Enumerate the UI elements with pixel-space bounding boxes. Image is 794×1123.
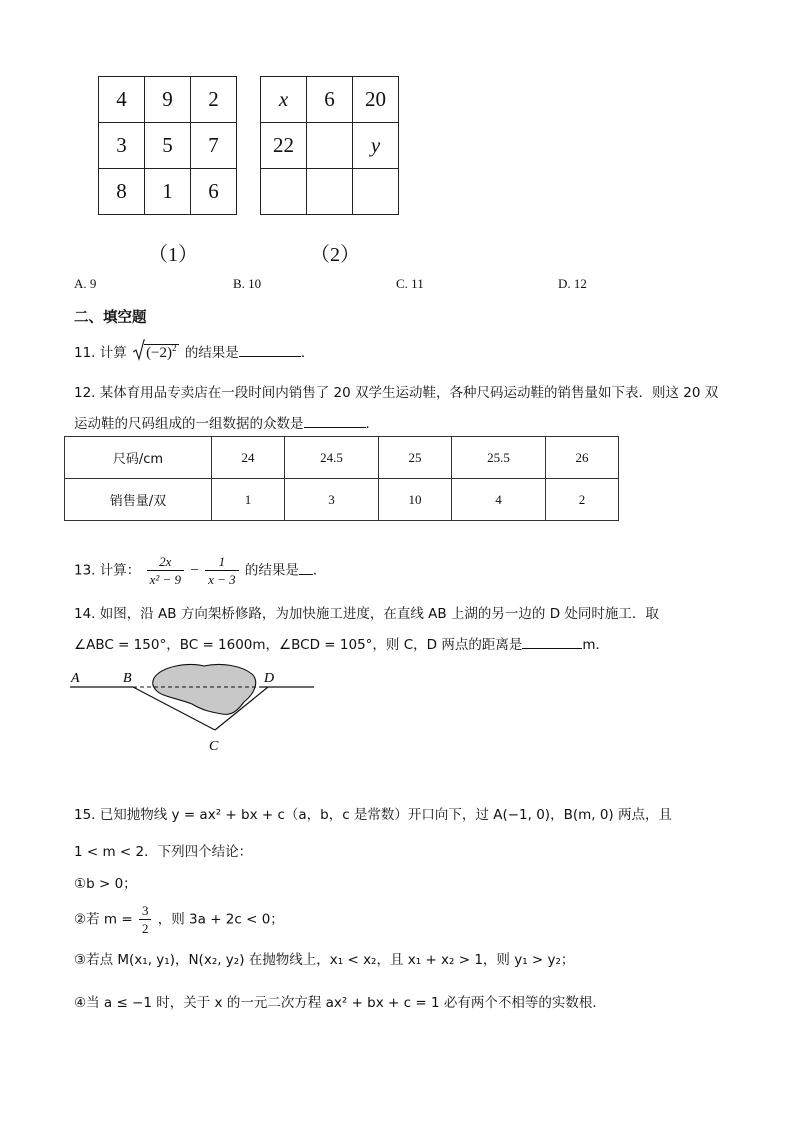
- option-d[interactable]: D. 12: [558, 276, 587, 291]
- grid2-caption: （2）: [310, 244, 360, 266]
- q12-line2: 运动鞋的尺码组成的一组数据的众数是 ．: [74, 412, 379, 432]
- option-a[interactable]: A. 9: [74, 276, 97, 291]
- fraction-2: $\frac{1}{x - 3}$: [205, 553, 239, 588]
- q15-statement-2: ②若 m = $\frac{3}{2}$ ，则 3a + 2c < 0；: [74, 903, 284, 936]
- option-b[interactable]: B. 10: [233, 276, 262, 291]
- label-b: B: [123, 671, 132, 686]
- shoe-size-table: [64, 436, 619, 521]
- grid2-cell: 22: [261, 123, 307, 169]
- grid1-cell: 6: [191, 169, 237, 215]
- question-11: 11. 计算 $(-2)^2$ 的结果是 ．: [74, 341, 314, 362]
- label-d: D: [264, 671, 275, 686]
- question-13: 13. 计算： $\frac{2x}{\text{x² − 9}}$ − $\frac{1}{x - 3}$ 的结果是 ．: [74, 554, 327, 587]
- magic-square-2: [260, 76, 399, 215]
- grid1-cell: 2: [191, 77, 237, 123]
- table-cell: 2: [546, 479, 619, 521]
- table-cell: 26: [546, 437, 619, 479]
- table-sales-label: 销售量/双: [65, 479, 212, 521]
- grid1-cell: 4: [99, 77, 145, 123]
- grid1-cell: 3: [99, 123, 145, 169]
- sqrt-expression: $(-2)^2$: [133, 343, 178, 362]
- grid1-caption: （1）: [148, 244, 198, 266]
- q15-statement-4: ④当 a ≤ −1 时，关于 x 的一元二次方程 ax² + bx + c = 1 必有两个不相等的实数根．: [74, 995, 606, 1011]
- grid2-cell: 20: [353, 77, 399, 123]
- q14-line1: 14. 如图，沿 AB 方向架桥修路，为加快施工进度，在直线 AB 上湖的另一边的 D 处同时施工．取: [74, 606, 659, 622]
- grid1-cell: 8: [99, 169, 145, 215]
- table-cell: 3: [285, 479, 379, 521]
- grid2-cell: x: [261, 77, 307, 123]
- grid2-cell: [261, 169, 307, 215]
- grid2-cell: y: [353, 123, 399, 169]
- grid1-cell: 1: [145, 169, 191, 215]
- table-cell: 4: [452, 479, 546, 521]
- lake-shape: [153, 664, 256, 714]
- table-cell: 25.5: [452, 437, 546, 479]
- q15-statement-3: ③若点 M(x₁, y₁)，N(x₂, y₂) 在抛物线上，x₁ < x₂，且 x₁ + x₂ > 1，则 y₁ > y₂；: [74, 952, 575, 968]
- table-cell: 24: [212, 437, 285, 479]
- table-cell: 24.5: [285, 437, 379, 479]
- option-c[interactable]: C. 11: [396, 276, 424, 291]
- grid2-cell: [353, 169, 399, 215]
- lake-bridge-diagram: [66, 660, 326, 756]
- fraction-1: $\frac{2x}{\text{x² − 9}}$: [147, 553, 184, 588]
- q12-line1: 12. 某体育用品专卖店在一段时间内销售了 20 双学生运动鞋，各种尺码运动鞋的销售量如下表．则这 20 双: [74, 385, 719, 401]
- grid2-cell: 6: [307, 77, 353, 123]
- table-cell: 1: [212, 479, 285, 521]
- label-a: A: [71, 671, 80, 686]
- q11-tail: 的结果是: [184, 345, 239, 361]
- grid1-cell: 5: [145, 123, 191, 169]
- grid2-cell: [307, 169, 353, 215]
- grid2-cell: [307, 123, 353, 169]
- table-cell: 10: [379, 479, 452, 521]
- radical-icon: [133, 339, 145, 361]
- answer-blank[interactable]: [239, 342, 301, 357]
- magic-square-1: [98, 76, 237, 215]
- answer-blank[interactable]: [304, 413, 366, 428]
- label-c: C: [209, 739, 219, 754]
- q11-num: 11. 计算: [74, 345, 127, 361]
- q15-line2: 1 < m < 2．下列四个结论：: [74, 844, 253, 860]
- q15-statement-1: ①b > 0；: [74, 876, 137, 892]
- fraction-3-2: $\frac{3}{2}$: [139, 902, 152, 937]
- grid1-cell: 9: [145, 77, 191, 123]
- answer-blank[interactable]: [299, 560, 313, 575]
- answer-blank[interactable]: [522, 634, 582, 649]
- table-cell: 25: [379, 437, 452, 479]
- table-header-label: 尺码/cm: [65, 437, 212, 479]
- grid1-cell: 7: [191, 123, 237, 169]
- q15-line1: 15. 已知抛物线 y = ax² + bx + c（a，b，c 是常数）开口向下，过 A(−1, 0)，B(m, 0) 两点，且: [74, 807, 672, 823]
- section-title: 二、填空题: [74, 310, 147, 326]
- q14-line2: ∠ABC = 150°，BC = 1600m，∠BCD = 105°，则 C，D 两点的距离是 m．: [74, 633, 609, 653]
